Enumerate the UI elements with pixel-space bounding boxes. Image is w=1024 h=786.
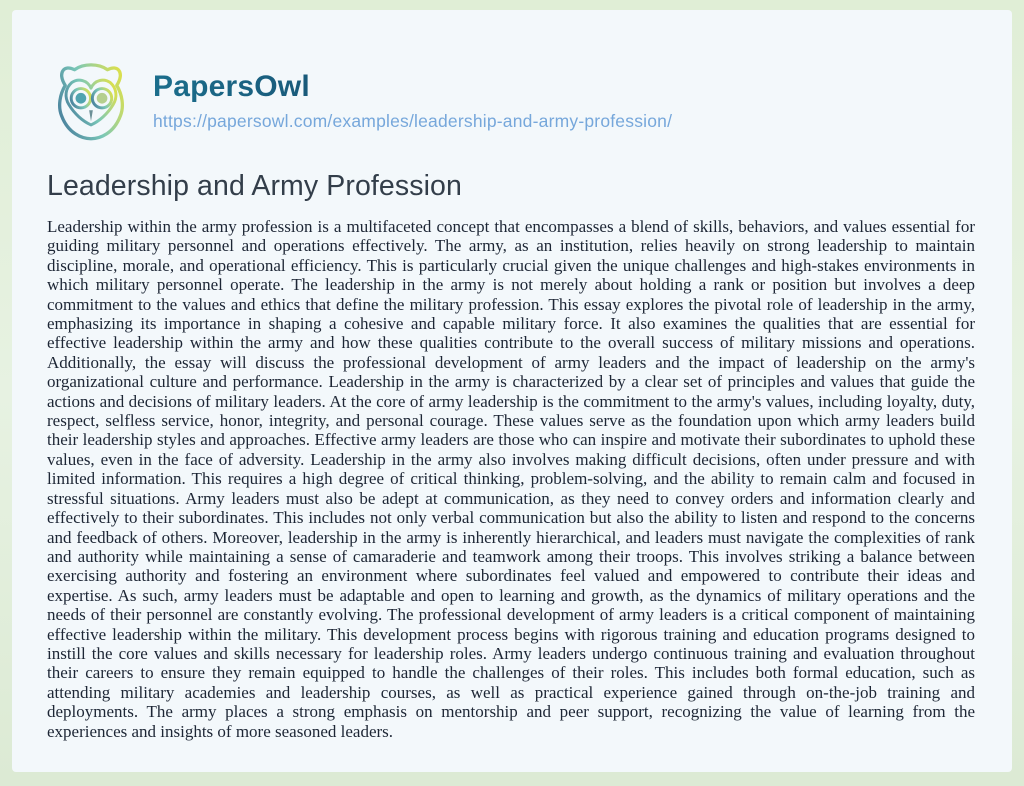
content-card — [12, 10, 1012, 772]
brand-title: PapersOwl — [153, 70, 672, 105]
site-header — [45, 54, 977, 148]
page-url-link[interactable]: https://papersowl.com/examples/leadership-and-army-profession/ — [153, 111, 673, 132]
page-title: Leadership and Army Profession — [47, 170, 462, 202]
brand-block — [153, 70, 672, 133]
papersowl-owl-logo-icon — [45, 54, 137, 148]
essay-body-text: Leadership within the army profession is a multifaceted concept that encompasses a blend of skills, behaviors, and values essential for guiding military personnel and operations effectively. The army, as an institution, relies heavily on strong leadership to maintain discipline, morale, and operational efficiency. This is particularly crucial given the unique challenges and high-stakes environments in which military personnel operate. The leadership in the army is not merely about holding a rank or position but involves a deep commitment to the values and ethics that define the military profession. This essay explores the pivotal role of leadership in the army, emphasizing its importance in shaping a cohesive and capable military force. It also examines the qualities that are essential for effective leadership within the army and how these qualities contribute to the overall success of military missions and operations. Additionally, the essay will discuss the professional development of army leaders and the impact of leadership on the army's organizational culture and performance. Leadership in the army is characterized by a clear set of principles and values that guide the actions and decisions of military leaders. At the core of army leadership is the commitment to the army's values, including loyalty, duty, respect, selfless service, honor, integrity, and personal courage. These values serve as the foundation upon which army leaders build their leadership styles and approaches. Effective army leaders are those who can inspire and motivate their subordinates to uphold these values, even in the face of adversity. Leadership in the army also involves making difficult decisions, often under pressure and with limited information. This requires a high degree of critical thinking, problem-solving, and the ability to remain calm and focused in stressful situations. Army leaders must also be adept at communication, as they need to convey orders and information clearly and effectively to their subordinates. This includes not only verbal communication but also the ability to listen and respond to the concerns and feedback of others. Moreover, leadership in the army is inherently hierarchical, and leaders must navigate the complexities of rank and authority while maintaining a sense of camaraderie and teamwork among their troops. This involves striking a balance between exercising authority and fostering an environment where subordinates feel valued and empowered to contribute their ideas and expertise. As such, army leaders must be adaptable and open to learning and growth, as the dynamics of military operations and the needs of their personnel are constantly evolving. The professional development of army leaders is a critical component of maintaining effective leadership within the military. This development process begins with rigorous training and education programs designed to instill the core values and skills necessary for leadership roles. Army leaders undergo continuous training and evaluation throughout their careers to ensure they remain equipped to handle the challenges of their roles. This includes both formal education, such as attending military academies and leadership courses, as well as practical experience gained through on-the-job training and deployments. The army places a strong emphasis on mentorship and peer support, recognizing the value of learning from the experiences and insights of more seasoned leaders. — [47, 217, 975, 741]
